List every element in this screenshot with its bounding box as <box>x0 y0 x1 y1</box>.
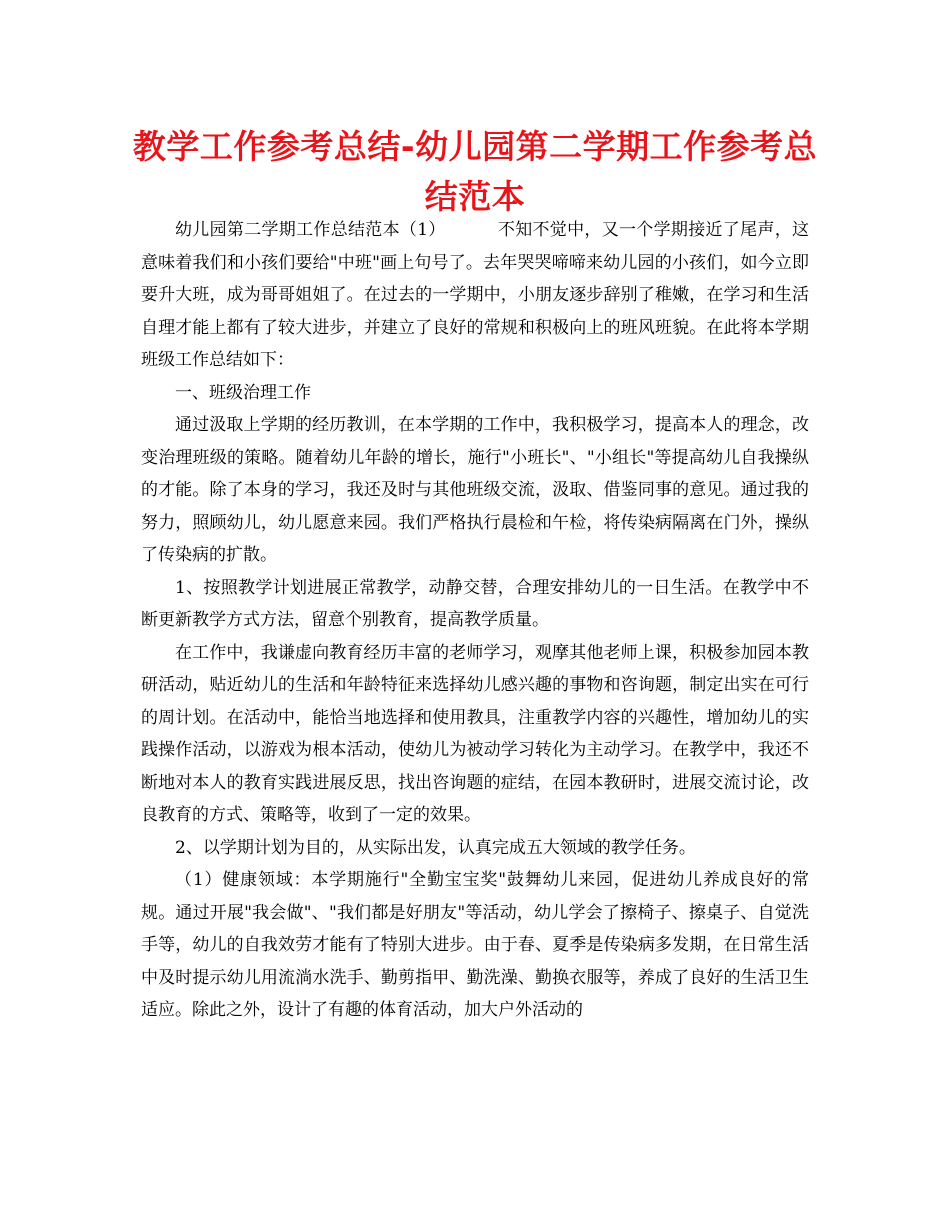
paragraph: 2、以学期计划为目的，从实际出发，认真完成五大领域的教学任务。 <box>175 837 696 858</box>
paragraph-text: 不知不觉中，又一个学期接近了尾声，这意味着我们和小孩们要给"中班"画上句号了。去年哭哭啼啼来幼儿园的小孩们，如今立即要升大班，成为哥哥姐姐了。在过去的一学期中，小朋友逐步辞别了稚嫩，在学习和生活自理才能上都有了较大进步，并建立了良好的常规和积极向上的班风班貌。在此将本学期班级工作总结如下： <box>141 220 809 370</box>
document-title: 教学工作参考总结-幼儿园第二学期工作参考总结范本 <box>132 127 818 216</box>
section-heading: 一、班级治理工作 <box>175 382 311 403</box>
paragraph: 在工作中，我谦虚向教育经历丰富的老师学习，观摩其他老师上课，积极参加园本教研活动，贴近幼儿的生活和年龄特征来选择幼儿感兴趣的事物和咨询题，制定出实在可行的周计划。在活动中，能恰当地选择和使用教具，注重教学内容的兴趣性，增加幼儿的实践操作活动，以游戏为根本活动，使幼儿为被动学习转化为主动学习。在教学中，我还不断地对本人的教育实践进展反思，找出咨询题的症结，在园本教研时，进展交流讨论，改良教育的方式、策略等，收到了一定的效果。 <box>141 642 809 825</box>
paragraph: 通过汲取上学期的经历教训，在本学期的工作中，我积极学习，提高本人的理念，改变治理班级的策略。随着幼儿年龄的增长，施行"小班长"、"小组长"等提高幼儿自我操纵的才能。除了本身的学习，我还及时与其他班级交流，汲取、借鉴同事的意见。通过我的努力，照顾幼儿，幼儿愿意来园。我们严格执行晨检和午检，将传染病隔离在门外，操纵了传染病的扩散。 <box>141 415 809 565</box>
paragraph: 1、按照教学计划进展正常教学，动静交替，合理安排幼儿的一日生活。在教学中不断更新教学方式方法，留意个别教育，提高教学质量。 <box>141 577 809 630</box>
document-body <box>141 214 809 1027</box>
paragraph-lead: 幼儿园第二学期工作总结范本（1） <box>175 220 446 240</box>
paragraph: （1）健康领域：本学期施行"全勤宝宝奖"鼓舞幼儿来园，促进幼儿养成良好的常规。通过开展"我会做"、"我们都是好朋友"等活动，幼儿学会了擦椅子、擦桌子、自觉洗手等，幼儿的自我效劳才能有了特别大进步。由于春、夏季是传染病多发期，在日常生活中及时提示幼儿用流淌水洗手、勤剪指甲、勤洗澡、勤换衣服等，养成了良好的生活卫生适应。除此之外，设计了有趣的体育活动，加大户外活动的 <box>141 870 809 1020</box>
paragraph-intro <box>141 214 809 377</box>
